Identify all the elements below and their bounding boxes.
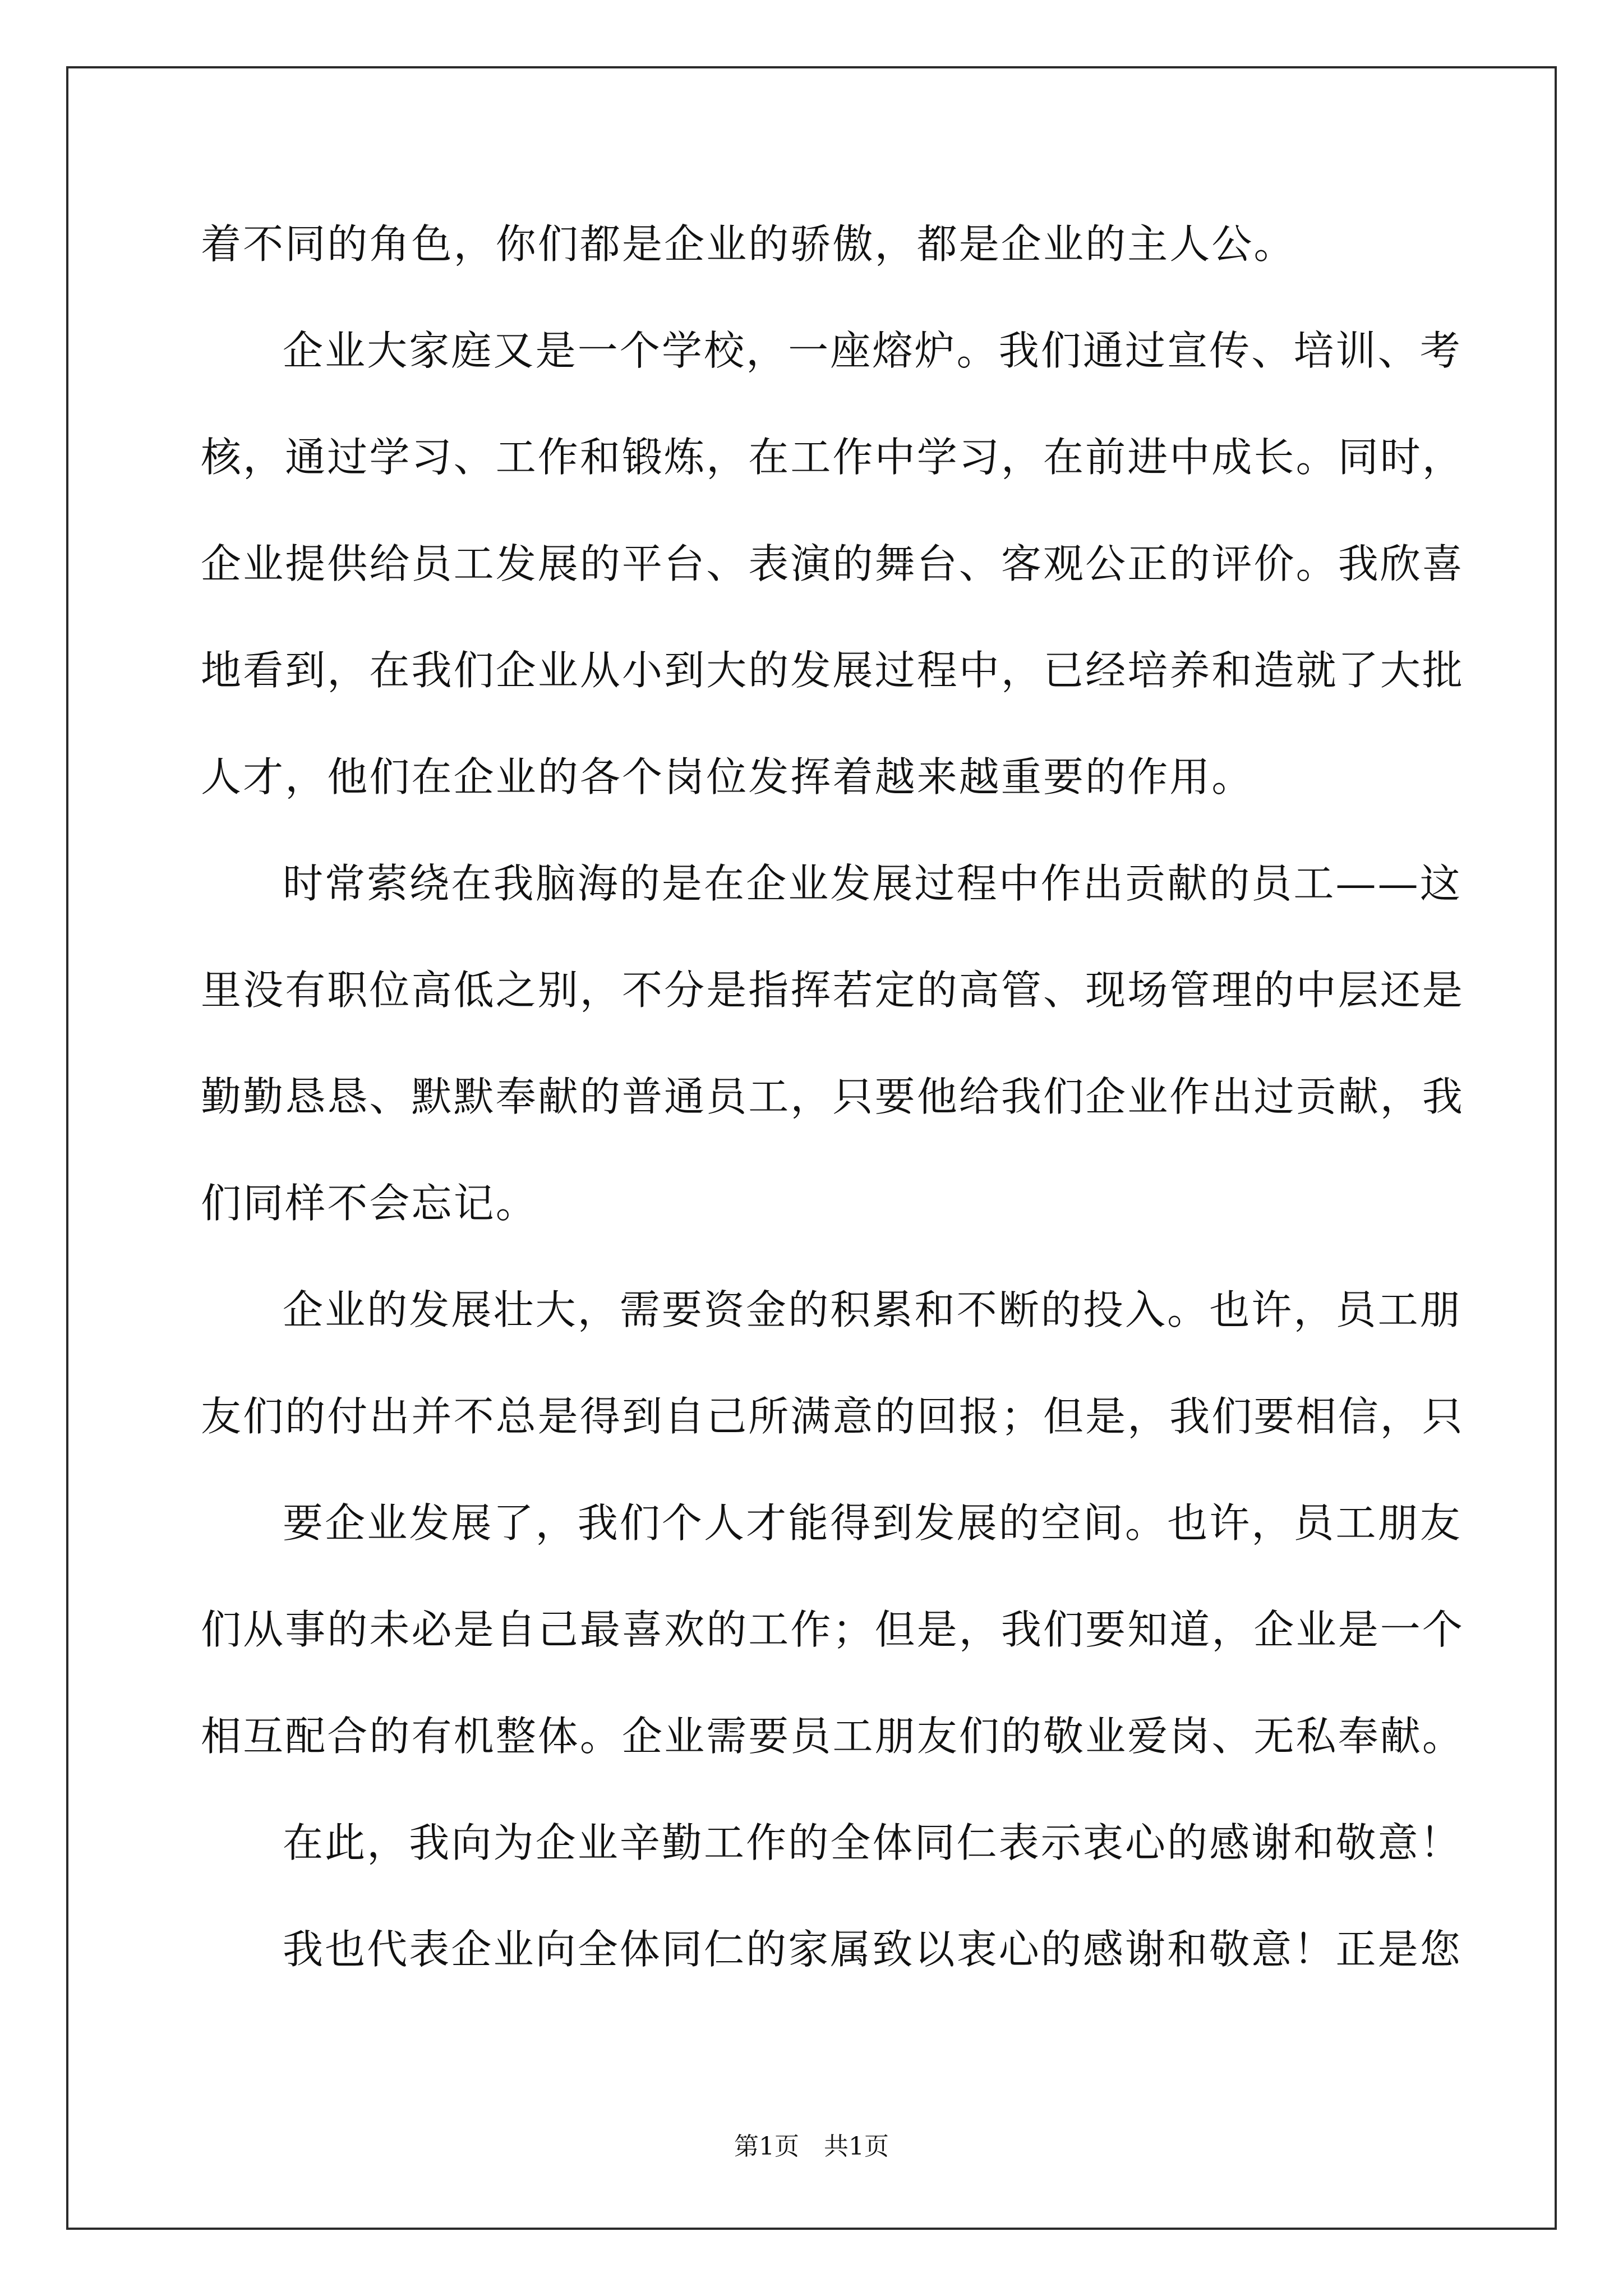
text-line: 核，通过学习、工作和锻炼，在工作中学习，在前进中成长。同时， (201, 434, 1465, 481)
text-line: 勤勤恳恳、默默奉献的普通员工，只要他给我们企业作出过贡献，我 (201, 1073, 1465, 1120)
text-line: 要企业发展了，我们个人才能得到发展的空间。也许，员工朋友 (283, 1499, 1462, 1547)
text-line: 们同样不会忘记。 (201, 1180, 538, 1227)
text-line: 里没有职位高低之别，不分是指挥若定的高管、现场管理的中层还是 (201, 967, 1465, 1014)
text-line: 地看到，在我们企业从小到大的发展过程中，已经培养和造就了大批 (201, 647, 1465, 694)
document-body (201, 213, 1465, 2025)
page-footer: 第1页 共1页 (734, 2132, 889, 2161)
text-line: 企业大家庭又是一个学校，一座熔炉。我们通过宣传、培训、考 (283, 327, 1462, 374)
text-line: 人才，他们在企业的各个岗位发挥着越来越重要的作用。 (201, 753, 1254, 800)
text-line: 在此，我向为企业辛勤工作的全体同仁表示衷心的感谢和敬意！ (283, 1819, 1462, 1866)
text-line: 我也代表企业向全体同仁的家属致以衷心的感谢和敬意！正是您 (283, 1926, 1462, 1973)
text-line: 们从事的未必是自己最喜欢的工作；但是，我们要知道，企业是一个 (201, 1606, 1465, 1653)
text-line: 企业提供给员工发展的平台、表演的舞台、客观公正的评价。我欣喜 (201, 540, 1465, 587)
text-line: 友们的付出并不总是得到自己所满意的回报；但是，我们要相信，只 (201, 1393, 1465, 1440)
text-line: 企业的发展壮大，需要资金的积累和不断的投入。也许，员工朋 (283, 1286, 1462, 1333)
text-line: 相互配合的有机整体。企业需要员工朋友们的敬业爱岗、无私奉献。 (201, 1713, 1465, 1760)
text-line: 时常萦绕在我脑海的是在企业发展过程中作出贡献的员工——这 (283, 860, 1462, 907)
text-line: 着不同的角色，你们都是企业的骄傲，都是企业的主人公。 (201, 220, 1296, 268)
